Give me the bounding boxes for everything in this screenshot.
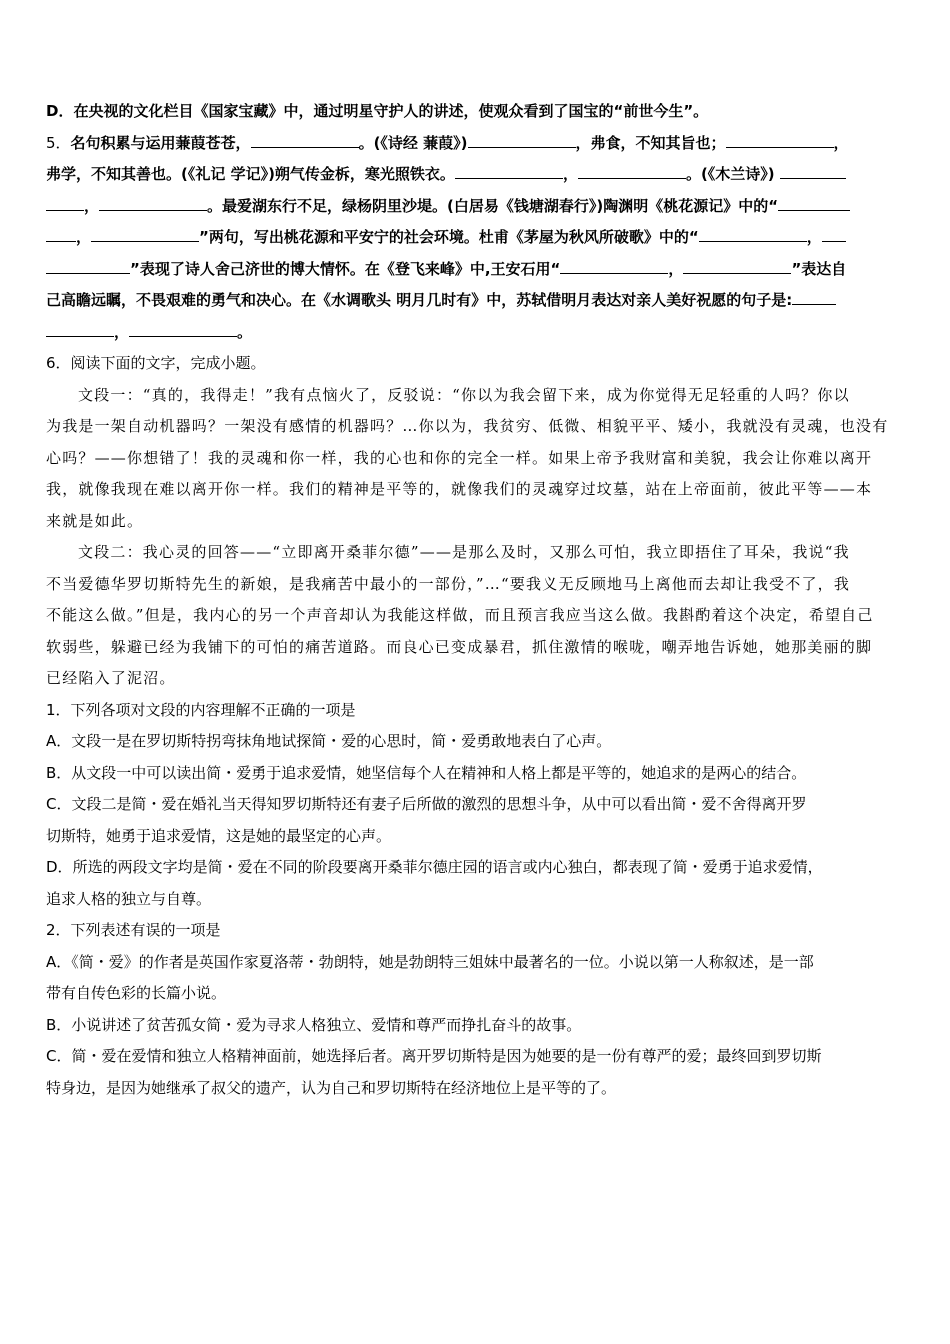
answer-blank[interactable] xyxy=(129,322,237,337)
text-segment: ， xyxy=(806,228,822,246)
text-segment: 。最爱湖东行不足，绿杨阴里沙堤。(白居易《钱塘湖春行》)陶渊明《桃花源记》中的“ xyxy=(207,196,779,215)
q5-line xyxy=(46,317,906,349)
option-line xyxy=(46,947,906,979)
option-label[interactable]: C． xyxy=(46,795,72,813)
passage-line: 不能这么做。”但是，我内心的另一个声音却认为我能这样做，而且预言我应当这么做。我斟酌着这个决定，希望自己 xyxy=(46,606,874,624)
option-label[interactable]: A． xyxy=(46,732,72,750)
option-label[interactable]: C． xyxy=(46,1047,72,1065)
q5-line xyxy=(46,191,906,223)
answer-blank[interactable] xyxy=(726,133,834,148)
option-text: 追求人格的独立与自尊。 xyxy=(46,889,212,908)
text-segment: ， xyxy=(833,133,849,152)
answer-blank[interactable] xyxy=(683,259,791,274)
option-text: 带有自传色彩的长篇小说。 xyxy=(46,984,227,1002)
sub-question-2-options xyxy=(46,947,906,1105)
answer-blank[interactable] xyxy=(46,259,130,274)
passage-line: 软弱些，躲避已经为我铺下的可怕的痛苦道路。而良心已变成暴君，抓住激情的喉咙，嘲弄地告诉她，她那美丽的脚 xyxy=(46,637,873,656)
option-line xyxy=(46,1041,906,1073)
passage-1 xyxy=(46,380,906,538)
option-line xyxy=(46,1073,906,1105)
text-segment: ”表达自 xyxy=(791,259,847,278)
text-segment: ， xyxy=(562,165,578,183)
passage-line: 文段一：“真的，我得走！”我有点恼火了，反驳说：“你以为我会留下来，成为你觉得无足轻重的人吗？你以 xyxy=(78,385,850,404)
passage-2 xyxy=(46,537,906,695)
text-segment: 。(《诗经 蒹葭》) xyxy=(358,133,468,152)
passage-line: 心吗？——你想错了！我的灵魂和你一样，我的心也和你的完全一样。如果上帝予我财富和美貌，我会让你难以离开 xyxy=(46,448,873,467)
question-number: 5． xyxy=(46,133,71,152)
answer-blank[interactable] xyxy=(699,227,807,242)
text-segment: ， xyxy=(114,322,130,341)
text-segment: ， xyxy=(84,196,100,215)
passage-line: 来就是如此。 xyxy=(46,511,144,530)
option-text: 文段一是在罗切斯特拐弯抹角地试探简・爱的心思时，简・爱勇敢地表白了心声。 xyxy=(71,732,612,750)
option-text: 小说讲述了贫苦孤女简・爱为寻求人格独立、爱情和尊严而挣扎奋斗的故事。 xyxy=(71,1015,582,1034)
text-segment: ，弗食，不知其旨也； xyxy=(575,133,726,152)
answer-blank[interactable] xyxy=(46,196,84,211)
sub-question-1-options xyxy=(46,726,906,915)
q5-line xyxy=(46,285,906,317)
option-line xyxy=(46,726,906,758)
option-text: 《简・爱》的作者是英国作家夏洛蒂・勃朗特，她是勃朗特三姐妹中最著名的一位。小说以第一人称叙述，是一部 xyxy=(71,952,814,971)
answer-blank[interactable] xyxy=(468,133,576,148)
text-segment: ， xyxy=(668,259,684,278)
answer-blank[interactable] xyxy=(251,133,359,148)
answer-blank[interactable] xyxy=(91,227,199,242)
option-text: 在央视的文化栏目《国家宝藏》中，通过明星守护人的讲述，使观众看到了国宝的“前世今生”。 xyxy=(73,102,709,120)
option-line xyxy=(46,758,906,790)
answer-blank[interactable] xyxy=(780,164,846,179)
answer-blank[interactable] xyxy=(46,227,76,242)
answer-blank[interactable] xyxy=(560,259,668,274)
option-text: 从文段一中可以读出简・爱勇于追求爱情，她坚信每个人在精神和人格上都是平等的，她追求的是两心的结合。 xyxy=(71,763,807,782)
passage-line: 为我是一架自动机器吗？一架没有感情的机器吗？…你以为，我贫穷、低微、相貌平平、矮小，我就没有灵魂，也没有 xyxy=(46,417,889,435)
text-segment: 己高瞻远瞩，不畏艰难的勇气和决心。在《水调歌头 明月几时有》中，苏轼借明月表达对亲人美好祝愿的句子是: xyxy=(46,291,793,309)
passage-line: 已经陷入了泥沼。 xyxy=(46,669,176,687)
answer-blank[interactable] xyxy=(578,164,686,179)
text-segment: 名句积累与运用蒹葭苍苍， xyxy=(70,133,251,152)
option-line xyxy=(46,978,906,1010)
q5-line xyxy=(46,222,906,254)
option-line xyxy=(46,821,906,853)
text-segment: ， xyxy=(76,228,92,246)
text-segment: ”两句，写出桃花源和平安宁的社会环境。杜甫《茅屋为秋风所破歌》中的“ xyxy=(199,228,699,246)
answer-blank[interactable] xyxy=(46,322,114,337)
q4-option-d xyxy=(46,96,906,128)
option-label: D． xyxy=(46,102,74,120)
option-text: 所选的两段文字均是简・爱在不同的阶段要离开桑菲尔德庄园的语言或内心独白，都表现了简・爱勇于追求爱情， xyxy=(72,858,823,876)
answer-blank[interactable] xyxy=(778,196,850,211)
text-segment: ”表现了诗人舍己济世的博大情怀。在《登飞来峰》中,王安石用“ xyxy=(130,259,561,278)
option-label[interactable]: D． xyxy=(46,858,73,876)
sub-question-1-stem: 1．下列各项对文段的内容理解不正确的一项是 xyxy=(46,700,356,719)
document-page xyxy=(46,96,906,1104)
text-segment: 。 xyxy=(237,322,253,341)
option-label[interactable]: B． xyxy=(46,1015,72,1034)
answer-blank[interactable] xyxy=(822,227,846,242)
option-line xyxy=(46,884,906,916)
q5-line xyxy=(46,128,906,160)
option-line xyxy=(46,1010,906,1042)
sub-question-2-stem: 2．下列表述有误的一项是 xyxy=(46,921,221,939)
text-segment: 。(《木兰诗》) xyxy=(685,165,780,183)
option-text: 文段二是简・爱在婚礼当天得知罗切斯特还有妻子后所做的激烈的思想斗争，从中可以看出简・爱不舍得离开罗 xyxy=(71,795,807,813)
text-segment: 弗学，不知其善也。(《礼记 学记》)朔气传金柝，寒光照铁衣。 xyxy=(46,165,455,183)
option-text: 简・爱在爱情和独立人格精神面前，她选择后者。离开罗切斯特是因为她要的是一份有尊严的爱；最终回到罗切斯 xyxy=(71,1047,822,1065)
answer-blank[interactable] xyxy=(99,196,207,211)
option-line xyxy=(46,789,906,821)
question-6-header: 6．阅读下面的文字，完成小题。 xyxy=(46,354,266,372)
answer-blank[interactable] xyxy=(792,290,836,305)
passage-line: 文段二：我心灵的回答——“立即离开桑菲尔德”——是那么及时，又那么可怕，我立即捂住了耳朵，我说“我 xyxy=(78,543,850,561)
option-label[interactable]: A． xyxy=(46,952,72,971)
answer-blank[interactable] xyxy=(455,164,563,179)
passage-line: 不当爱德华罗切斯特先生的新娘，是我痛苦中最小的一部份，”…“要我义无反顾地马上离他而去却让我受不了，我 xyxy=(46,574,851,593)
option-text: 切斯特，她勇于追求爱情，这是她的最坚定的心声。 xyxy=(46,826,392,845)
option-line xyxy=(46,852,906,884)
passage-line: 我，就像我现在难以离开你一样。我们的精神是平等的，就像我们的灵魂穿过坟墓，站在上帝面前，彼此平等——本 xyxy=(46,480,873,498)
option-text: 特身边，是因为她继承了叔父的遗产，认为自己和罗切斯特在经济地位上是平等的了。 xyxy=(46,1078,617,1097)
q5-line xyxy=(46,254,906,286)
question-5 xyxy=(46,128,906,349)
q5-line xyxy=(46,159,906,191)
option-label[interactable]: B． xyxy=(46,763,72,782)
